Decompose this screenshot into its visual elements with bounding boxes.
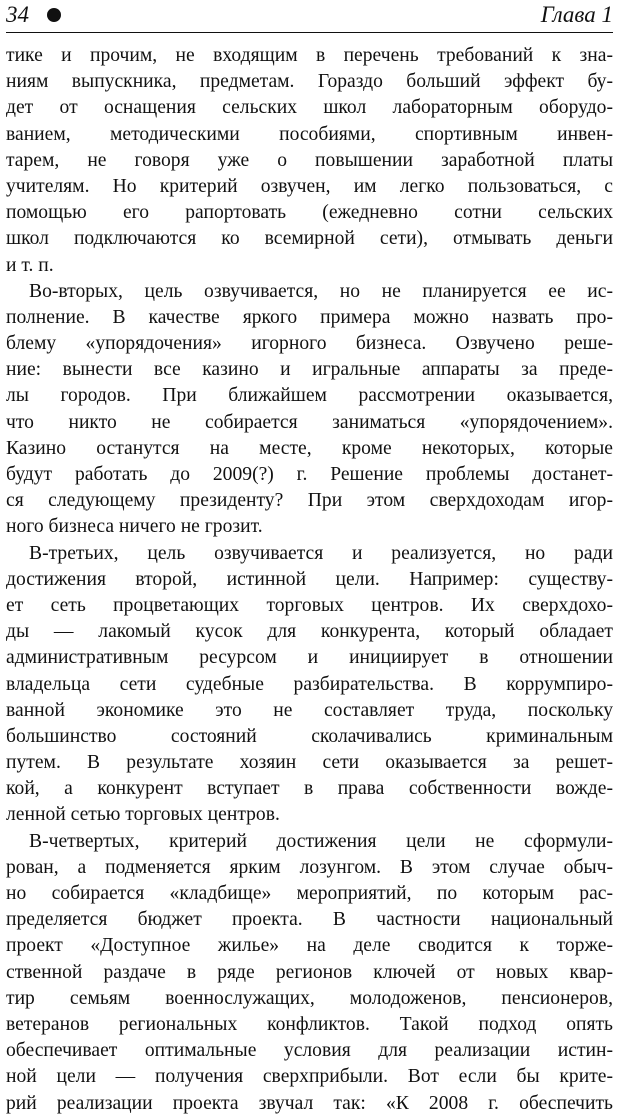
text-line: рован, а подменяется ярким лозунгом. В этом случае обыч- <box>6 856 613 878</box>
text-line: ленной сетью торговых центров. <box>6 804 280 826</box>
text-line: большинство состояний сколачивались криминальным <box>6 725 613 747</box>
text-line: проект «Доступное жилье» на деле сводится к торже- <box>6 935 613 957</box>
text-line: будут работать до 2009(?) г. Решение проблемы достанет- <box>6 464 613 485</box>
text-line: достижения второй, истинной цели. Например: существу- <box>6 568 613 590</box>
text-line: ды — лакомый кусок для конкурента, который обладает <box>6 621 613 643</box>
text-line: дет от оснащения сельских школ лабораторным оборудо- <box>6 97 613 119</box>
text-line: рий реализации проекта звучал так: «К 2008 г. обеспечить <box>6 1092 613 1114</box>
bullet-dot-icon <box>47 8 61 22</box>
text-line: пределяется бюджет проекта. В частности национальный <box>6 909 613 931</box>
text-line: тике и прочим, не входящим в перечень требований к зна- <box>6 45 613 66</box>
body-text <box>6 43 613 1117</box>
text-line: полнение. В качестве яркого примера можно назвать про- <box>6 306 613 328</box>
text-line: что никто не собирается заниматься «упорядочением». <box>6 411 613 433</box>
text-line: ной цели — получения сверхприбыли. Вот если бы крите- <box>6 1066 613 1088</box>
text-line: ние: вынести все казино и игральные аппараты за преде- <box>6 359 613 381</box>
text-line: ственной раздаче в ряде регионов ключей от новых квар- <box>6 961 613 983</box>
text-line: Казино останутся на месте, кроме некоторых, которые <box>6 437 613 459</box>
chapter-title: Глава 1 <box>540 2 613 27</box>
text-line: ванием, методическими пособиями, спортивным инвен- <box>6 123 613 145</box>
text-line: административным ресурсом и инициирует в отношении <box>6 647 613 669</box>
text-line: Во-вторых, цель озвучивается, но не планируется ее ис- <box>29 280 613 302</box>
text-line: обеспечивает оптимальные условия для реализации истин- <box>6 1040 613 1062</box>
page-number: 34 <box>6 2 29 27</box>
text-line: тарем, не говоря уже о повышении заработной платы <box>6 149 613 171</box>
text-line: ся следующему президенту? При этом сверхдоходам игор- <box>6 490 613 512</box>
text-line: учителям. Но критерий озвучен, им легко пользоваться, с <box>6 175 613 197</box>
text-line: тир семьям военнослужащих, молодоженов, пенсионеров, <box>6 987 613 1009</box>
text-line: школ подключаются ко всемирной сети), отмывать деньги <box>6 228 613 250</box>
text-line: ет сеть процветающих торговых центров. Их сверхдохо- <box>6 594 613 616</box>
text-line: ного бизнеса ничего не грозит. <box>6 516 263 538</box>
text-line: лы городов. При ближайшем рассмотрении оказывается, <box>6 385 613 407</box>
text-line: В-третьих, цель озвучивается и реализуется, но ради <box>29 542 613 564</box>
text-line: В-четвертых, критерий достижения цели не сформули- <box>29 830 613 852</box>
text-line: ниям выпускника, предметам. Гораздо больший эффект бу- <box>6 71 613 93</box>
text-line: путем. В результате хозяин сети оказывается за решет- <box>6 752 613 774</box>
text-line: и т. п. <box>6 254 54 276</box>
text-line: ветеранов региональных конфликтов. Такой подход опять <box>6 1013 613 1035</box>
text-line: но собирается «кладбище» мероприятий, по которым рас- <box>6 883 613 904</box>
text-line: блему «упорядочения» игорного бизнеса. Озвучено реше- <box>6 333 613 355</box>
text-line: помощью его рапортовать (ежедневно сотни сельских <box>6 202 613 224</box>
text-line: владельца сети судебные разбирательства. В коррумпиро- <box>6 673 613 695</box>
text-line: ванной экономике это не составляет труда, поскольку <box>6 699 613 721</box>
text-line: кой, а конкурент вступает в права собственности вожде- <box>6 778 613 800</box>
running-header <box>6 0 613 33</box>
